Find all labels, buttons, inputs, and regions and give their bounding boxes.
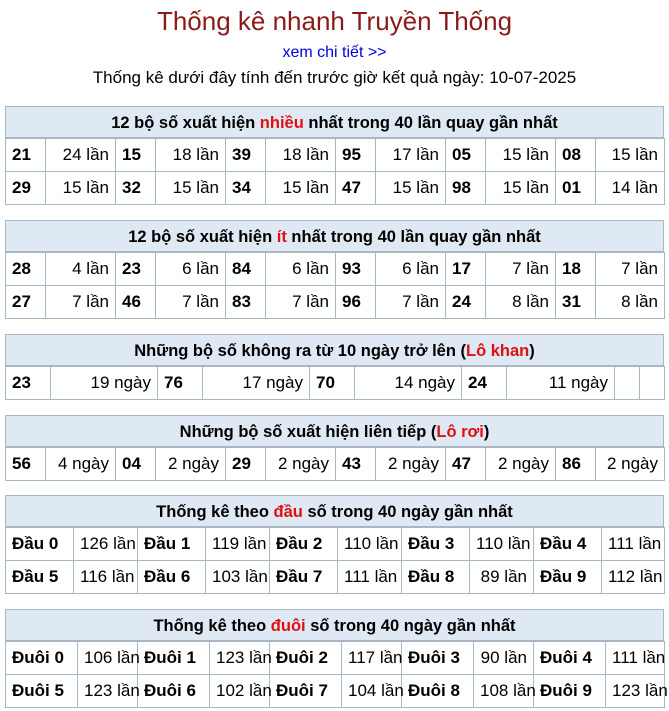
stat-count: 15 lần [46, 172, 116, 205]
table-row [6, 139, 665, 172]
stat-count: 4 lần [46, 253, 116, 286]
table-row [6, 172, 665, 205]
stat-label: 05 [446, 139, 486, 172]
stat-label: 70 [310, 367, 355, 400]
stat-label: Đuôi 3 [402, 642, 474, 675]
stat-count: 111 lần [606, 642, 665, 675]
stat-count: 7 lần [156, 286, 226, 319]
stat-label: Đuôi 6 [138, 675, 210, 708]
stat-count: 104 lần [342, 675, 402, 708]
stat-count: 2 ngày [156, 448, 226, 481]
stat-count: 103 lần [206, 561, 270, 594]
stat-count: 7 lần [596, 253, 665, 286]
dau-header: Thống kê theo đầu số trong 40 ngày gần nhất [5, 495, 664, 527]
stat-count: 106 lần [78, 642, 138, 675]
stat-label: Đuôi 4 [534, 642, 606, 675]
empty-cell [640, 367, 665, 400]
duoi-header: Thống kê theo đuôi số trong 40 ngày gần nhất [5, 609, 664, 641]
stat-label: 56 [6, 448, 46, 481]
stat-label: 76 [158, 367, 203, 400]
stat-label: 28 [6, 253, 46, 286]
stat-label: 08 [556, 139, 596, 172]
stat-label: Đầu 2 [270, 528, 338, 561]
stat-label: 23 [116, 253, 156, 286]
stat-count: 7 lần [46, 286, 116, 319]
detail-link[interactable]: xem chi tiết >> [282, 44, 387, 61]
stat-label: Đầu 1 [138, 528, 206, 561]
stat-label: Đuôi 1 [138, 642, 210, 675]
stat-label: Đuôi 8 [402, 675, 474, 708]
stat-count: 7 lần [376, 286, 446, 319]
lo-khan-table [5, 366, 665, 400]
stat-label: 23 [6, 367, 51, 400]
stat-label: 31 [556, 286, 596, 319]
lo-roi-header: Những bộ số xuất hiện liên tiếp (Lô rơi) [5, 415, 664, 447]
stat-count: 102 lần [210, 675, 270, 708]
table-row [6, 561, 665, 594]
stat-label: 21 [6, 139, 46, 172]
stat-count: 15 lần [156, 172, 226, 205]
stat-count: 111 lần [338, 561, 402, 594]
least-frequent-table [5, 252, 665, 319]
dau-table [5, 527, 665, 594]
stat-label: 43 [336, 448, 376, 481]
least-frequent-header: 12 bộ số xuất hiện ít nhất trong 40 lần quay gần nhất [5, 220, 664, 252]
stat-label: Đuôi 2 [270, 642, 342, 675]
stat-count: 90 lần [474, 642, 534, 675]
table-row [6, 286, 665, 319]
stat-label: 24 [462, 367, 507, 400]
stat-count: 19 ngày [51, 367, 158, 400]
table-row [6, 448, 665, 481]
stat-count: 110 lần [470, 528, 534, 561]
table-row [6, 528, 665, 561]
stat-label: 24 [446, 286, 486, 319]
stat-count: 18 lần [156, 139, 226, 172]
dau-section [5, 495, 664, 594]
stat-label: 34 [226, 172, 266, 205]
stat-count: 123 lần [606, 675, 665, 708]
stat-label: 32 [116, 172, 156, 205]
stat-count: 15 lần [376, 172, 446, 205]
stat-label: Đầu 0 [6, 528, 74, 561]
stat-count: 6 lần [266, 253, 336, 286]
duoi-section [5, 609, 668, 708]
stat-label: Đuôi 0 [6, 642, 78, 675]
stat-count: 123 lần [78, 675, 138, 708]
lo-khan-section [5, 334, 664, 400]
stat-count: 119 lần [206, 528, 270, 561]
stat-count: 116 lần [74, 561, 138, 594]
stat-count: 110 lần [338, 528, 402, 561]
empty-cell [615, 367, 640, 400]
stat-count: 6 lần [376, 253, 446, 286]
stat-count: 7 lần [486, 253, 556, 286]
stat-count: 89 lần [470, 561, 534, 594]
stat-label: Đuôi 9 [534, 675, 606, 708]
stat-count: 111 lần [602, 528, 665, 561]
least-frequent-section [5, 220, 664, 319]
stat-count: 112 lần [602, 561, 665, 594]
stat-label: Đầu 4 [534, 528, 602, 561]
stat-label: 29 [6, 172, 46, 205]
stat-label: 29 [226, 448, 266, 481]
stat-count: 14 lần [596, 172, 665, 205]
stat-count: 117 lần [342, 642, 402, 675]
stat-label: 47 [336, 172, 376, 205]
stat-count: 14 ngày [355, 367, 462, 400]
stat-count: 11 ngày [507, 367, 615, 400]
stat-label: 01 [556, 172, 596, 205]
stat-label: 04 [116, 448, 156, 481]
stat-count: 17 ngày [203, 367, 310, 400]
stat-label: Đuôi 7 [270, 675, 342, 708]
stat-label: Đầu 8 [402, 561, 470, 594]
table-row [6, 253, 665, 286]
stat-count: 15 lần [486, 172, 556, 205]
stat-label: 83 [226, 286, 266, 319]
page-title: Thống kê nhanh Truyền Thống [156, 6, 513, 36]
most-frequent-table [5, 138, 665, 205]
stat-count: 8 lần [596, 286, 665, 319]
stat-label: 98 [446, 172, 486, 205]
stat-label: 84 [226, 253, 266, 286]
lo-khan-header: Những bộ số không ra từ 10 ngày trở lên (Lô khan) [5, 334, 664, 366]
stat-label: Đầu 9 [534, 561, 602, 594]
stat-label: Đuôi 5 [6, 675, 78, 708]
stat-count: 4 ngày [46, 448, 116, 481]
stat-label: 95 [336, 139, 376, 172]
stat-count: 2 ngày [596, 448, 665, 481]
stat-count: 18 lần [266, 139, 336, 172]
most-frequent-section [5, 106, 664, 205]
stat-label: Đầu 5 [6, 561, 74, 594]
lo-roi-section [5, 415, 664, 481]
stat-label: 47 [446, 448, 486, 481]
stat-count: 7 lần [266, 286, 336, 319]
stat-label: Đầu 7 [270, 561, 338, 594]
stat-count: 8 lần [486, 286, 556, 319]
stat-label: 18 [556, 253, 596, 286]
stat-count: 126 lần [74, 528, 138, 561]
stat-count: 2 ngày [266, 448, 336, 481]
stat-label: 39 [226, 139, 266, 172]
stat-count: 15 lần [266, 172, 336, 205]
stat-label: 27 [6, 286, 46, 319]
stat-count: 2 ngày [486, 448, 556, 481]
lo-roi-table [5, 447, 665, 481]
stat-count: 123 lần [210, 642, 270, 675]
stat-count: 15 lần [596, 139, 665, 172]
stat-label: 96 [336, 286, 376, 319]
stat-label: 46 [116, 286, 156, 319]
stat-label: Đầu 3 [402, 528, 470, 561]
stat-label: 17 [446, 253, 486, 286]
duoi-table [5, 641, 668, 708]
stat-count: 108 lần [474, 675, 534, 708]
stat-count: 15 lần [486, 139, 556, 172]
table-row [6, 642, 665, 675]
table-row [6, 367, 665, 400]
stat-label: 93 [336, 253, 376, 286]
stat-label: 15 [116, 139, 156, 172]
stat-count: 2 ngày [376, 448, 446, 481]
stat-label: 86 [556, 448, 596, 481]
stat-count: 24 lần [46, 139, 116, 172]
stat-label: Đầu 6 [138, 561, 206, 594]
most-frequent-header: 12 bộ số xuất hiện nhiều nhất trong 40 lần quay gần nhất [5, 106, 664, 138]
stat-count: 6 lần [156, 253, 226, 286]
stat-count: 17 lần [376, 139, 446, 172]
table-row [6, 675, 665, 708]
stats-note: Thống kê dưới đây tính đến trước giờ kết quả ngày: 10-07-2025 [92, 68, 577, 87]
